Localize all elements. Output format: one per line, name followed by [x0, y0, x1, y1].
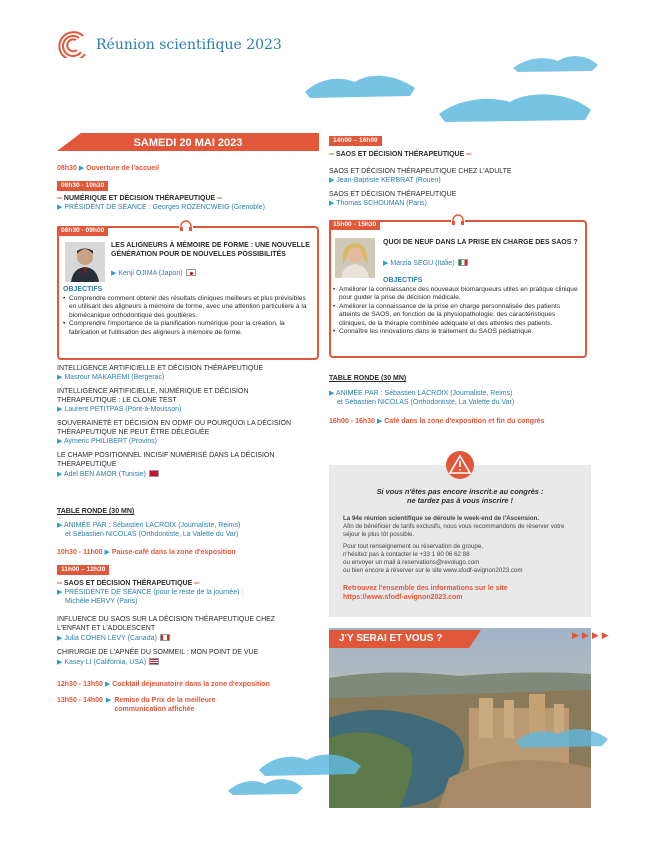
prize: 13h50 - 14h00 ▶ Remise du Prix de la meilleure communication affichée — [57, 697, 216, 713]
break1: 10h30 - 11h00 ▶ Pause-café dans la zone d'exposition — [57, 549, 236, 556]
keynote-box: 15h00 - 15h30 QUOI DE NEUF DANS LA PRISE EN CHARGE DES SAOS ? ▶ Marzia SEGU (Italie) OBJECTIFS • Améliorer la connaissance des nouveaux biomarqueurs utiles en pratique clinique pour guider la prise de décision médicale. • Améliorer la connaissance de la prise en charge personnalisée des patients atteints de SAOS, en fonction de la physiopathologie, des caractéristiques cliniques, de la thérapie combinée adéquate et des attentes des patients. • Connaître les innovations dans le traitement du SAOS pédiatrique. — [329, 220, 587, 358]
cloud-decoration — [225, 775, 305, 797]
day-banner-label: SAMEDI 20 MAI 2023 — [133, 137, 243, 149]
talk-item: SAOS ET DÉCISION THÉRAPEUTIQUE ▶ Thomas SCHOUMAN (Paris) — [329, 190, 457, 207]
promo-banner — [329, 630, 481, 648]
cloud-decoration — [512, 724, 612, 750]
session-title: SAOS ET DÉCISION THÉRAPEUTIQUE — [63, 580, 193, 588]
roundtable-title: TABLE RONDE (30 MN) — [329, 375, 407, 382]
roundtable-right: TABLE RONDE (30 MN) ▶ ANIMÉE PAR : Sébastien LACROIX (Journaliste, Reims) et Sébastien NICOLAS (Orthodontiste, La Valette du Var) — [329, 375, 591, 408]
objectives-label: OBJECTIFS — [383, 277, 423, 284]
talk-list-3 — [329, 168, 591, 214]
talk-item: INFLUENCE DU SAOS SUR LA DÉCISION THÉRAPEUTIQUE CHEZ L'ENFANT ET L'ADOLESCENT ▶ Julia COHEN LEVY (Canada) — [57, 616, 276, 642]
talk-list — [57, 365, 297, 484]
japan-flag-icon — [186, 269, 196, 276]
promo-photo — [329, 628, 591, 808]
objective-item: • Comprendre l'importance de la planification numérique pour la création, la fabrication et l'utilisation des aligneurs à mémoire de forme. — [63, 320, 313, 337]
cloud-decoration — [255, 748, 365, 778]
time-tag: 15h00 - 15h30 — [329, 220, 380, 230]
objective-item: • Comprendre comment obtenir des résultats cliniques meilleurs et plus prévisibles en utilisant des aligneurs à mémoire de forme, avec une attention particulière à la biomécanique orthodontique des gouttières. — [63, 295, 313, 320]
headphones-icon — [179, 220, 193, 232]
talk-item: LE CHAMP POSITIONNEL INCISIF NUMÉRISÉ DANS LA DÉCISION THÉRAPEUTIQUE ▶ Adel BEN AMOR (Tunisie) — [57, 451, 275, 478]
roundtable-title: TABLE RONDE (30 MN) — [57, 508, 135, 515]
speaker-photo — [65, 242, 105, 282]
promo-arrows: ▶▶▶▶ — [572, 630, 612, 640]
canada-flag-icon — [160, 634, 170, 641]
session-title: NUMÉRIQUE ET DÉCISION THÉRAPEUTIQUE — [63, 195, 216, 203]
keynote-speaker: Marzia SEGU (Italie) — [390, 260, 455, 267]
keynote-box: 08h30 - 09h00 LES ALIGNEURS À MÉMOIRE DE FORME : UNE NOUVELLE GÉNÉRATION POUR DE NOUVELLES POSSIBILITÉS ▶ Kenji OJIMA (Japon) OBJECTIFS • Comprendre comment obtenir des résultats cliniques meilleurs et plus prévisibles en utilisant des aligneurs à mémoire de forme, avec une attention particulière à la biomécanique orthodontique des gouttières. • Comprendre l'importance de la planification numérique pour la création, la fabrication et l'utilisation des aligneurs à mémoire de forme. — [57, 226, 319, 360]
lunch: 12h30 - 13h50 ▶ Cocktail déjeunatoire dans la zone d'exposition — [57, 681, 270, 688]
usa-flag-icon — [149, 658, 159, 665]
time-tag: 08h30 - 09h00 — [57, 226, 108, 236]
day-banner — [57, 133, 319, 151]
cloud-decoration — [510, 52, 600, 74]
website-link[interactable]: https://www.sfodf-avignon2023.com — [343, 593, 463, 601]
time-tag: 11h00 – 12h30 — [57, 565, 109, 575]
objective-item: • Améliorer la connaissance de la prise en charge personnalisée des patients atteints de SAOS, en fonction de la physiopathologie, des caractéristiques cliniques, de la thérapie combinée adéquate et des attentes des patients. — [333, 303, 583, 328]
objective-item: • Améliorer la connaissance des nouveaux biomarqueurs utiles en pratique clinique pour guider la prise de décision médicale. — [333, 286, 583, 303]
headphones-icon — [451, 214, 465, 226]
talk-item: INTELLIGENCE ARTIFICIELLE ET DÉCISION THÉRAPEUTIQUE ▶ Masrour MAKAREMI (Bergerac) — [57, 365, 264, 381]
info-headline: ne tardez pas à vous inscrire ! — [407, 496, 513, 506]
objectives-label: OBJECTIFS — [63, 286, 103, 293]
tunisia-flag-icon — [149, 470, 159, 477]
session-chair: PRÉSIDENT DE SÉANCE : Georges ROZENCWEIG (Grenoble) — [64, 204, 265, 212]
talk-list-2 — [57, 616, 297, 673]
closing: 16h00 - 16h30 ▶ Café dans la zone d'exposition et fin du congrès — [329, 418, 545, 425]
session1: 08h30 - 10h30 ═ NUMÉRIQUE ET DÉCISION THÉRAPEUTIQUE ═ ▶ PRÉSIDENT DE SÉANCE : Georges ROZENCWEIG (Grenoble) — [57, 182, 265, 212]
roundtable-left: TABLE RONDE (30 MN) ▶ ANIMÉE PAR : Sébastien LACROIX (Journaliste, Reims) et Sébastien NICOLAS (Orthdontiste, La Valette du Var) — [57, 508, 319, 540]
info-headline: Si vous n'êtes pas encore inscrit.e au congrès : — [376, 487, 544, 496]
cloud-decoration — [300, 70, 420, 100]
keynote-title: QUOI DE NEUF DANS LA PRISE EN CHARGE DES SAOS ? — [383, 239, 578, 246]
keynote-speaker: Kenji OJIMA (Japon) — [118, 270, 183, 277]
promo-label: J'Y SERAI ET VOUS ? — [339, 633, 443, 644]
page-title: Réunion scientifique 2023 — [96, 37, 282, 53]
session-title: SAOS ET DÉCISION THÉRAPEUTIQUE — [335, 151, 465, 159]
session3: 14h00 – 16h00 ═ SAOS ET DÉCISION THÉRAPEUTIQUE ═ — [329, 137, 472, 159]
time-tag: 08h30 - 10h30 — [57, 181, 108, 191]
talk-item: SAOS ET DÉCISION THÉRAPEUTIQUE CHEZ L'ADULTE ▶ Jean-Baptiste KERBRAT (Rouen) — [329, 168, 512, 184]
cloud-decoration — [435, 88, 595, 124]
italy-flag-icon — [458, 259, 468, 266]
warning-icon — [446, 451, 474, 479]
speaker-photo — [335, 238, 375, 278]
registration-info: Si vous n'êtes pas encore inscrit.e au congrès : ne tardez pas à vous inscrire ! La 94e réunion scientifique se déroule le week-end de l'Ascension. Afin de bénéficier de tarifs exclusifs, nous vous recommandons de réserver votre séjour le plus tôt possible. Pour tout renseignement ou réservation de groupe, n'hésitez pas à contacter le +33 1 80 06 62 88 ou envoyer un mail à reservations@revolugo.com ou bien encore à réserver sur le site www.sfodf-avignon2023.com Retrouvez l'ensemble des informations sur le site https://www.sfodf-avignon2023.com — [329, 465, 591, 617]
opening: 08h30 ▶ Ouverture de l'accueil — [57, 165, 160, 172]
keynote-title: LES ALIGNEURS À MÉMOIRE DE FORME : UNE NOUVELLE GÉNÉRATION POUR DE NOUVELLES POSSIBILITÉS — [111, 242, 310, 258]
talk-item: INTELLIGENCE ARTIFICIELLE, NUMÉRIQUE ET DÉCISION THÉRAPEUTIQUE : LE CLONE TEST ▶ Laurent PETITPAS (Pont-à-Mousson) — [57, 387, 249, 413]
talk-item: CHIRURGIE DE L'APNÉE DU SOMMEIL : MON POINT DE VUE ▶ Kasey LI (California, USA) — [57, 648, 259, 666]
session2: 11h00 – 12h30 ═ SAOS ET DÉCISION THÉRAPEUTIQUE ═ ▶ PRÉSIDENTE DE SÉANCE (pour le reste de la journée) : Michèle HERVY (Paris) — [57, 566, 244, 606]
objective-item: • Connaître les innovations dans le traitement du SAOS pédiatrique. — [333, 328, 583, 336]
talk-item: SOUVERAINETÉ ET DÉCISION EN ODMF OU POURQUOI LA DÉCISION THÉRAPEUTIQUE NE PEUT ÊTRE DÉLÉGUÉE ▶ Aymeric PHILIBERT (Provins) — [57, 419, 292, 445]
logo — [57, 30, 89, 58]
time-tag: 14h00 – 16h00 — [329, 136, 382, 146]
